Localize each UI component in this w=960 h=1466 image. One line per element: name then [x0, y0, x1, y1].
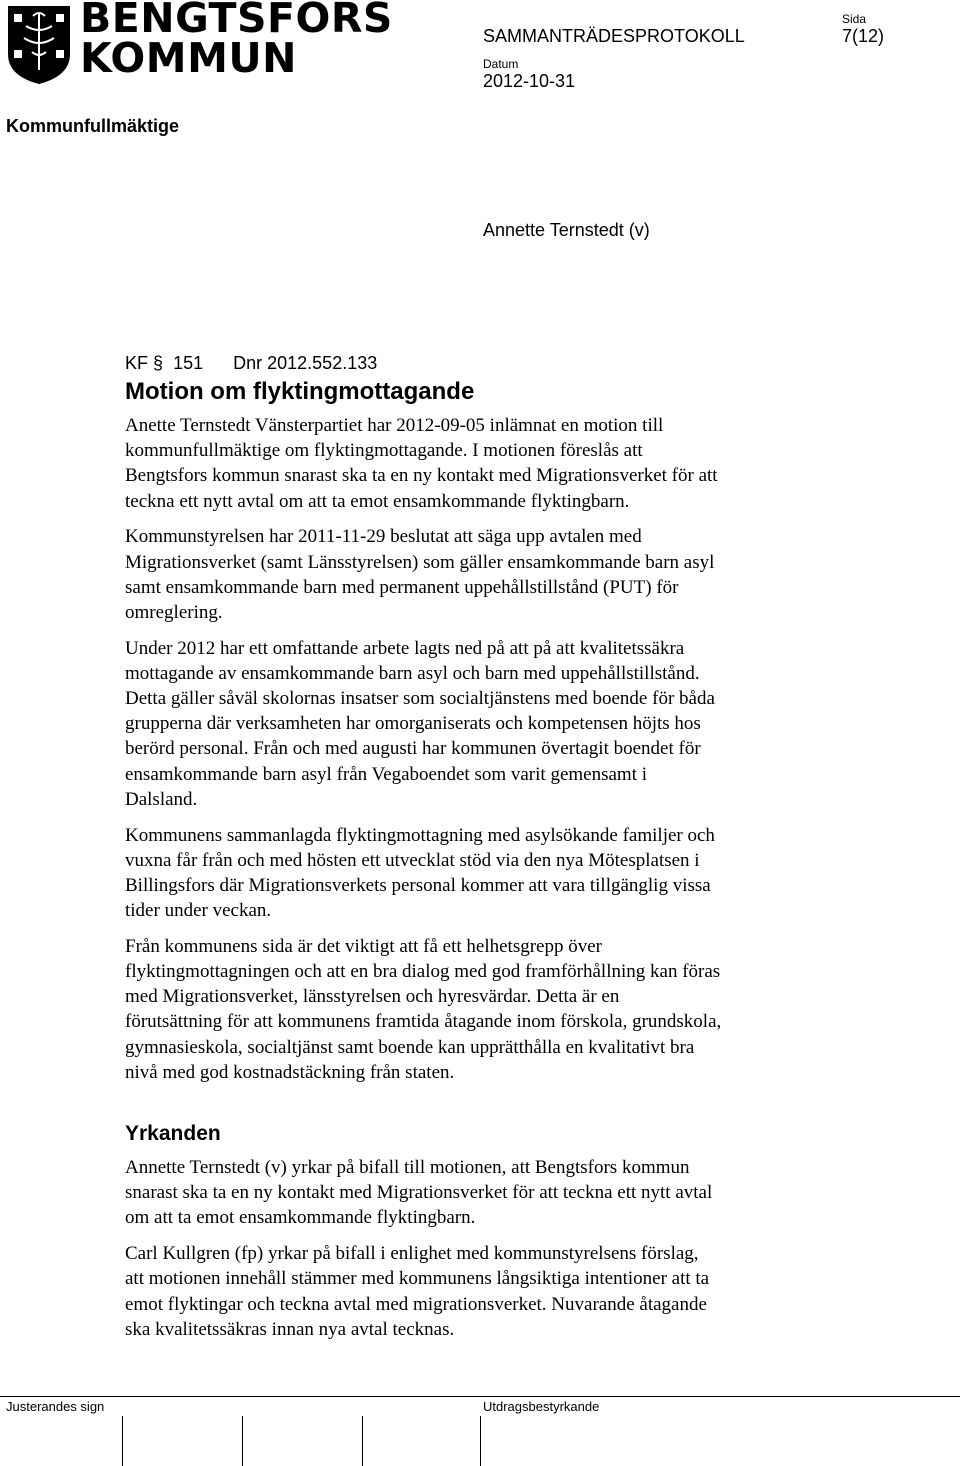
council-name: Kommunfullmäktige	[6, 116, 180, 136]
page-label: Sida	[842, 12, 867, 26]
paragraph-sign: §	[153, 353, 164, 373]
kf-label: KF	[125, 353, 149, 373]
case-body	[125, 413, 825, 1096]
yrkanden-body	[125, 1155, 825, 1352]
body-paragraph-2: Kommunstyrelsen har 2011-11-29 beslutat att säga upp avtalen med Migrationsverket (samt Länsstyrelsen) som gäller ensamkommande barn asyl samt ensamkommande barn med permanent uppehållstillstånd (PUT) för omreglering.	[125, 526, 715, 623]
municipality-brand	[80, 0, 393, 82]
dnr-reference: Dnr 2012.552.133	[233, 353, 378, 373]
yrkande-paragraph-1: Annette Ternstedt (v) yrkar på bifall till motionen, att Bengtsfors kommun snarast ska ta en ny kontakt med Migrationsverket för att teckna ett nytt avtal om att ta emot ensamkommande flyktingbarn.	[125, 1157, 713, 1229]
case-title: Motion om flyktingmottagande	[125, 378, 475, 405]
date-label: Datum	[483, 57, 519, 71]
case-reference	[125, 353, 377, 374]
brand-line-1: BENGTSFORS	[80, 0, 393, 42]
body-paragraph-1: Anette Ternstedt Vänsterpartiet har 2012-09-05 inlämnat en motion till kommunfullmäktige om flyktingmottagande. I motionen föreslås att Bengtsfors kommun snarast ska ta en ny kontakt med Migrationsverket för att teckna ett nytt avtal om att ta emot ensamkommande flyktingbarn.	[125, 415, 718, 512]
kf-number: 151	[173, 353, 204, 373]
signature-box-divider	[122, 1416, 123, 1466]
body-paragraph-4: Kommunens sammanlagda flyktingmottagning med asylsökande familjer och vuxna får från och med hösten ett utvecklat stöd via den nya Mötesplatsen i Billingsfors där Migrationsverkets personal kommer att vara tillgänglig vissa tider under veckan.	[125, 824, 715, 922]
body-paragraph-5: Från kommunens sida är det viktigt att få ett helhetsgrepp över flyktingmottagningen och att en bra dialog med god framförhållning kan föras med Migrationsverket, länsstyrelsen och hyresvärdar. Detta är en förutsättning för att kommunens framtida åtagande inom förskola, grundskola, gymnasieskola, socialtjänst samt boende kan upprätthålla en kvalitativt bra nivå med god kostnadstäckning från staten.	[125, 935, 722, 1083]
signature-box-divider	[480, 1416, 481, 1466]
brand-line-2: KOMMUN	[80, 34, 297, 82]
footer-divider	[0, 1396, 960, 1397]
attendee-name: Annette Ternstedt (v)	[483, 220, 650, 240]
signature-label: Justerandes sign	[6, 1399, 105, 1414]
document-type: SAMMANTRÄDESPROTOKOLL	[483, 26, 745, 46]
signature-box-divider	[242, 1416, 243, 1466]
yrkanden-heading: Yrkanden	[125, 1122, 221, 1145]
page-number: 7(12)	[842, 26, 885, 46]
yrkande-paragraph-2: Carl Kullgren (fp) yrkar på bifall i enlighet med kommunstyrelsens förslag, att motionen innehåll stämmer med kommunens långsiktiga intentioner att ta emot flyktingar och teckna avtal med migrationsverket. Nuvarande åtagande ska kvalitetssäkras innan nya avtal tecknas.	[125, 1243, 710, 1340]
date-value: 2012-10-31	[483, 71, 576, 91]
body-paragraph-3: Under 2012 har ett omfattande arbete lagts ned på att på att kvalitetssäkra mottagande av ensamkommande barn asyl och barn med uppehållstillstånd. Detta gäller såväl skolornas insatser som socialtjänstens med boende för båda grupperna där verksamheten har omorganiserats och kompetensen höjts hos berörd personal. Från och med augusti har kommunen övertagit boendet för ensamkommande barn asyl från Vegaboendet som varit gemensamt i Dalsland.	[125, 637, 715, 810]
signature-box-divider	[362, 1416, 363, 1466]
coat-of-arms-logo	[6, 4, 72, 86]
extract-label: Utdragsbestyrkande	[483, 1399, 600, 1414]
